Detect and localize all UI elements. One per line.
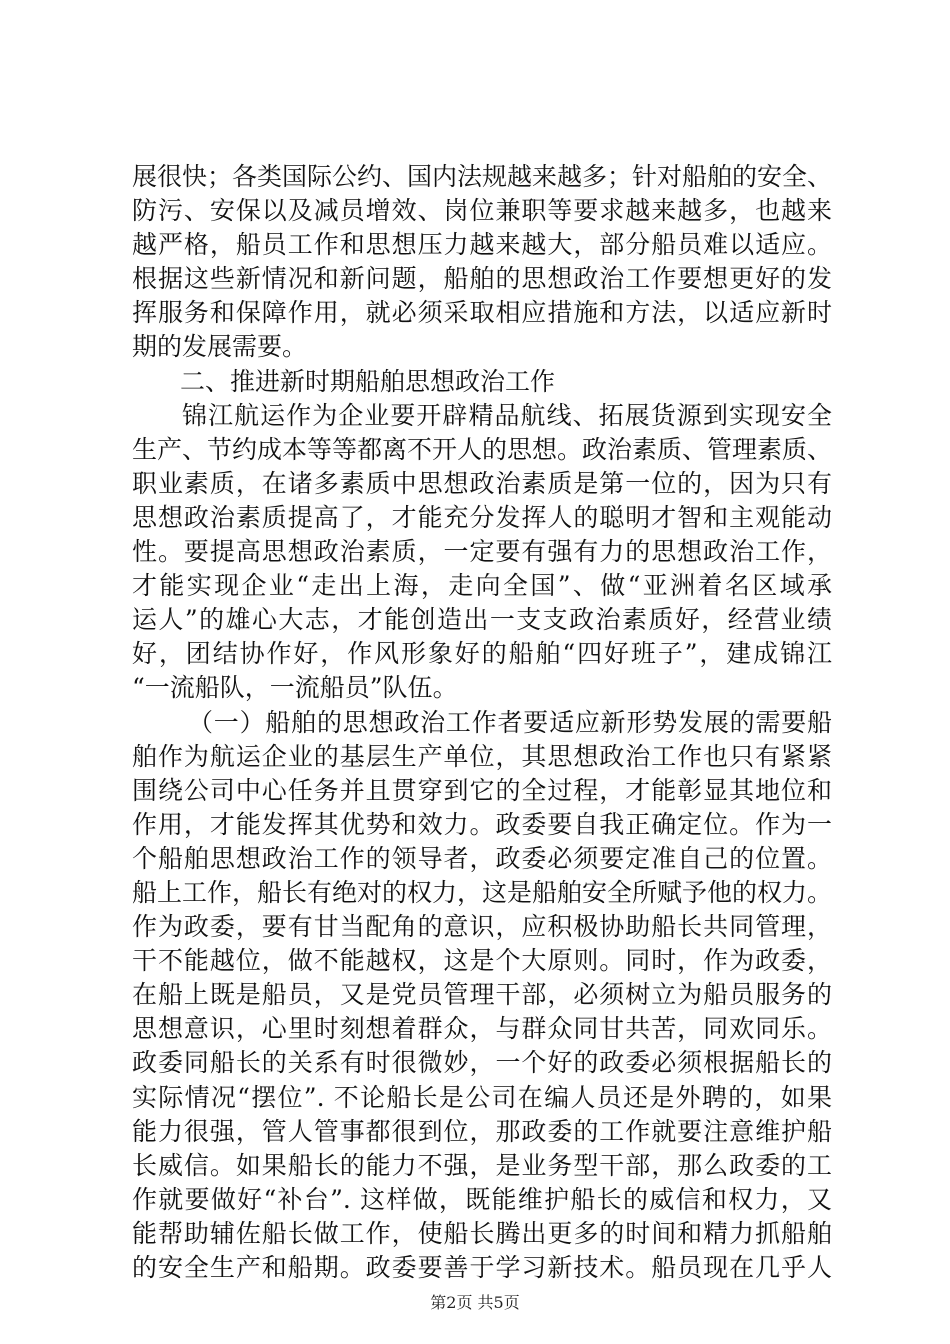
text-line: 好，团结协作好，作风形象好的船舶“四好班子”，建成锦江 (132, 639, 832, 669)
text-line: 作用，才能发挥其优势和效力。政委要自我正确定位。作为一 (132, 809, 832, 839)
text-line: 围绕公司中心任务并且贯穿到它的全过程，才能彰显其地位和 (132, 775, 832, 805)
subsection-heading-line: （一）船舶的思想政治工作者要适应新形势发展的需要船 (188, 707, 832, 737)
page-footer: 第2页 共5页 (430, 1293, 520, 1312)
text-line: 舶作为航运企业的基层生产单位，其思想政治工作也只有紧紧 (132, 741, 832, 771)
text-line: 思想意识，心里时刻想着群众，与群众同甘共苦，同欢同乐。 (132, 1014, 832, 1044)
text-line: 能力很强，管人管事都很到位，那政委的工作就要注意维护船 (132, 1116, 832, 1146)
text-line: 在船上既是船员，又是党员管理干部，必须树立为船员服务的 (132, 980, 832, 1010)
text-line: 实际情况“摆位”. 不论船长是公司在编人员还是外聘的，如果 (132, 1082, 832, 1112)
text-line: 政委同船长的关系有时很微妙，一个好的政委必须根据船长的 (132, 1048, 832, 1078)
text-line: 性。要提高思想政治素质，一定要有强有力的思想政治工作， (132, 537, 832, 567)
text-line: 的安全生产和船期。政委要善于学习新技术。船员现在几乎人 (132, 1253, 832, 1282)
text-line: 作就要做好“补台”. 这样做，既能维护船长的威信和权力，又 (132, 1184, 832, 1214)
text-line: 船上工作，船长有绝对的权力，这是船舶安全所赋予他的权力。 (132, 877, 833, 907)
text-line: 锦江航运作为企业要开辟精品航线、拓展货源到实现安全 (182, 400, 832, 430)
text-line: 防污、安保以及减员增效、岗位兼职等要求越来越多，也越来 (132, 196, 832, 226)
text-line: 个船舶思想政治工作的领导者，政委必须要定准自己的位置。 (132, 843, 832, 873)
text-line: 能帮助辅佐船长做工作，使船长腾出更多的时间和精力抓船舶 (132, 1218, 832, 1248)
text-line: 展很快；各类国际公约、国内法规越来越多；针对船舶的安全、 (132, 162, 833, 191)
section-heading: 二、推进新时期船舶思想政治工作 (180, 366, 556, 396)
text-line: “一流船队，一流船员”队伍。 (132, 673, 458, 703)
text-line: 才能实现企业“走出上海，走向全国”、做“亚洲着名区域承 (132, 571, 832, 601)
text-line: 运人”的雄心大志，才能创造出一支支政治素质好，经营业绩 (132, 605, 832, 635)
text-line: 期的发展需要。 (132, 332, 308, 362)
document-body (132, 160, 832, 1285)
text-line: 干不能越位，做不能越权，这是个大原则。同时，作为政委， (132, 946, 832, 976)
text-line: 根据这些新情况和新问题，船舶的思想政治工作要想更好的发 (132, 264, 832, 294)
text-line: 作为政委，要有甘当配角的意识，应积极协助船长共同管理， (132, 912, 832, 942)
text-line: 长威信。如果船长的能力不强，是业务型干部，那么政委的工 (132, 1150, 832, 1180)
text-line: 生产、节约成本等等都离不开人的思想。政治素质、管理素质、 (132, 434, 833, 464)
text-line: 职业素质，在诸多素质中思想政治素质是第一位的，因为只有 (132, 468, 832, 498)
text-line: 挥服务和保障作用，就必须采取相应措施和方法，以适应新时 (132, 298, 832, 328)
text-line: 越严格，船员工作和思想压力越来越大，部分船员难以适应。 (132, 230, 832, 260)
text-line: 思想政治素质提高了，才能充分发挥人的聪明才智和主观能动 (132, 502, 832, 532)
